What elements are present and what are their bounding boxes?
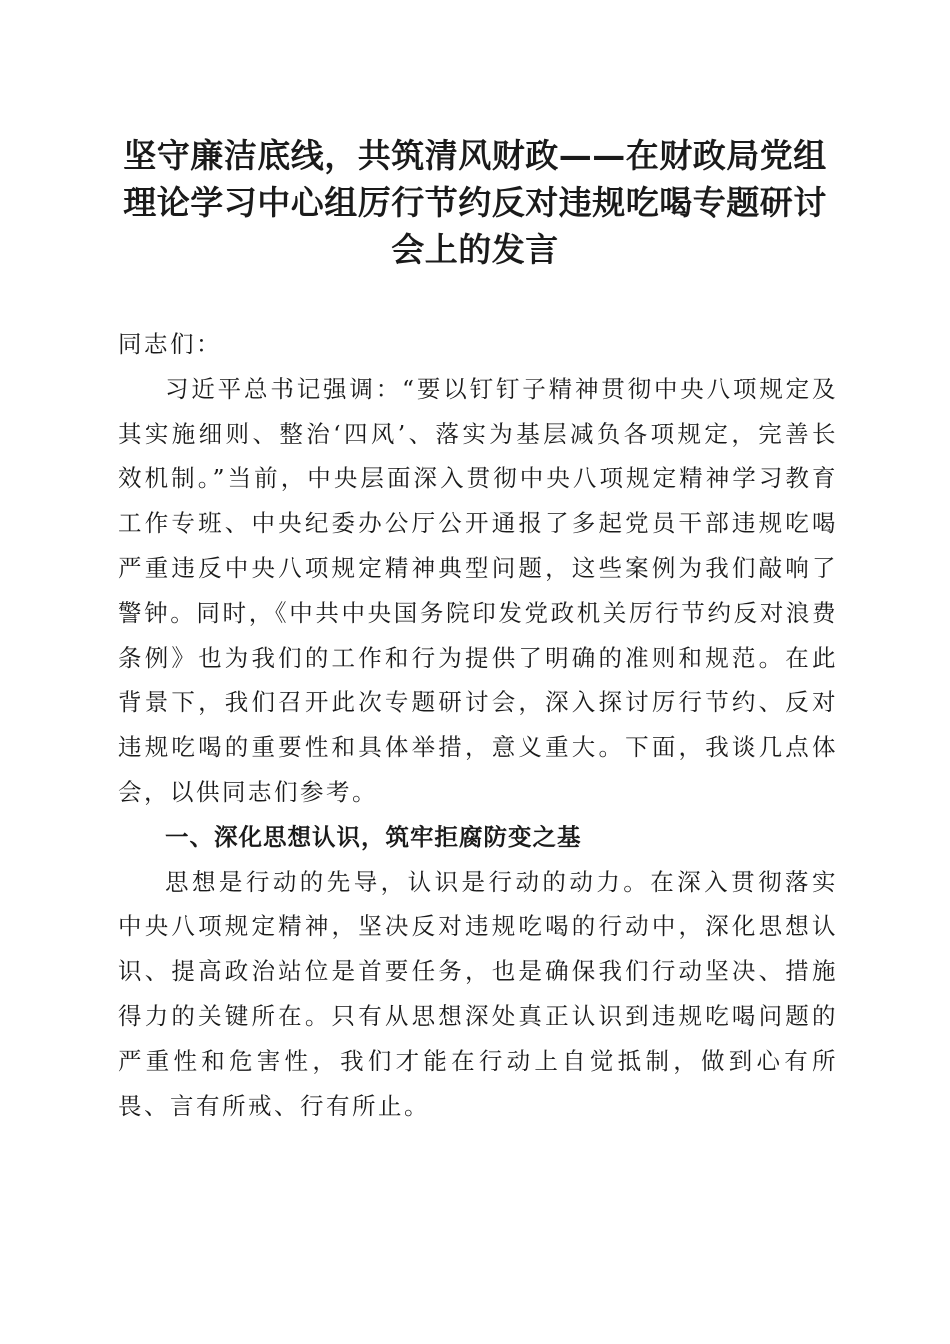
document-title: 坚守廉洁底线，共筑清风财政——在财政局党组理论学习中心组厉行节约反对违规吃喝专题研讨会上的发言 — [123, 136, 827, 269]
intro-paragraph: 习近平总书记强调：“要以钉钉子精神贯彻中央八项规定及其实施细则、整治‘四风’、落实为基层减负各项规定，完善长效机制。”当前，中央层面深入贯彻中央八项规定精神学习教育工作专班、中央纪委办公厅公开通报了多起党员干部违规吃喝严重违反中央八项规定精神典型问题，这些案例为我们敲响了警钟。同时，《中共中央国务院印发党政机关厉行节约反对浪费条例》也为我们的工作和行为提供了明确的准则和规范。在此背景下，我们召开此次专题研讨会，深入探讨厉行节约、反对违规吃喝的重要性和具体举措，意义重大。下面，我谈几点体会，以供同志们参考。 — [118, 374, 838, 806]
section-paragraph: 思想是行动的先导，认识是行动的动力。在深入贯彻落实中央八项规定精神，坚决反对违规吃喝的行动中，深化思想认识、提高政治站位是首要任务，也是确保我们行动坚决、措施得力的关键所在。只有从思想深处真正认识到违规吃喝问题的严重性和危害性，我们才能在行动上自觉抵制，做到心有所畏、言有所戒、行有所止。 — [118, 867, 838, 1120]
salutation: 同志们： — [118, 330, 222, 358]
section-heading: 一、深化思想认识，筑牢拒腐防变之基 — [165, 822, 582, 851]
document-body — [118, 322, 838, 1128]
